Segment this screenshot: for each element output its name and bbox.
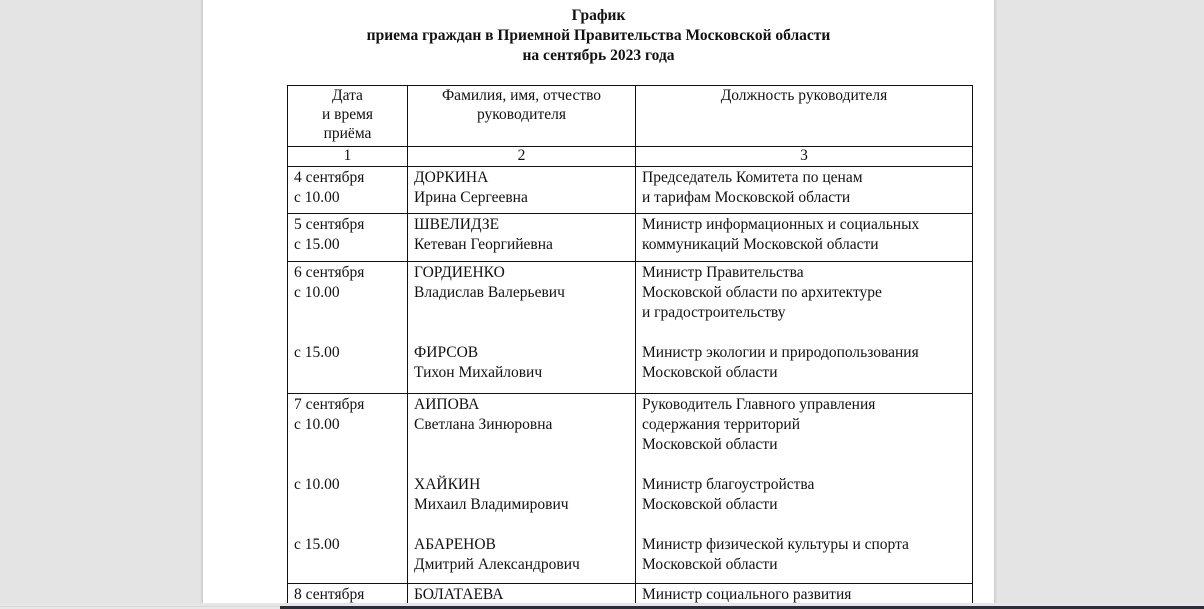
header-row	[288, 86, 973, 147]
name-cell	[408, 214, 636, 262]
column-number: 3	[636, 147, 973, 167]
given-name: Тихон Михайлович	[414, 364, 543, 381]
name-cell	[408, 167, 636, 214]
time: с 15.00	[294, 344, 340, 361]
date-time-cell	[288, 167, 408, 214]
surname: ФИРСОВ	[414, 344, 479, 361]
table-row	[288, 262, 973, 394]
position-cell: Министр информационных и социальных коммуникаций Московской области	[636, 214, 973, 262]
title-line: приема граждан в Приемной Правительства Московской области	[366, 27, 831, 44]
name-cell	[408, 262, 636, 394]
date-time-cell	[288, 214, 408, 262]
date: 4 сентября	[294, 169, 365, 186]
surname: БОЛАТАЕВА	[414, 586, 504, 603]
surname: ДОРКИНА	[414, 169, 489, 186]
date: 7 сентября	[294, 396, 365, 413]
surname: ГОРДИЕНКО	[414, 264, 505, 281]
surname: АБАРЕНОВ	[414, 536, 496, 553]
horizontal-scrollbar[interactable]	[0, 603, 1204, 609]
document-page	[202, 0, 995, 606]
surname: ШВЕЛИДЗЕ	[414, 216, 500, 233]
date-time-cell	[288, 262, 408, 394]
given-name: Михаил Владимирович	[414, 496, 569, 513]
column-number: 1	[288, 147, 408, 167]
column-number: 2	[408, 147, 636, 167]
header-date-time: Дата и время приёма	[288, 86, 408, 147]
name-cell	[408, 394, 636, 584]
date-time-cell	[288, 394, 408, 584]
time: с 10.00	[294, 284, 340, 301]
position-cell: Министр Правительства Московской области по архитектуре и градостроительству Министр экологии и природопользования Московской области	[636, 262, 973, 394]
date: 6 сентября	[294, 264, 365, 281]
position-cell: Руководитель Главного управления содержания территорий Московской области Министр благоустройства Московской области Министр физической культуры и спорта Московской области	[636, 394, 973, 584]
time: с 15.00	[294, 236, 340, 253]
given-name: Кетеван Георгийевна	[414, 236, 553, 253]
time: с 15.00	[294, 536, 340, 553]
header-position: Должность руководителя	[636, 86, 973, 147]
time: с 10.00	[294, 416, 340, 433]
title-line: График	[571, 7, 626, 24]
surname: ХАЙКИН	[414, 476, 481, 493]
given-name: Дмитрий Александрович	[414, 556, 580, 573]
time: с 10.00	[294, 476, 340, 493]
date: 8 сентября	[294, 586, 365, 603]
document-title	[203, 6, 994, 66]
time: с 10.00	[294, 189, 340, 206]
column-number-row	[288, 147, 973, 167]
given-name: Светлана Зинюровна	[414, 416, 553, 433]
schedule-table	[287, 85, 973, 606]
date: 5 сентября	[294, 216, 365, 233]
table-row	[288, 214, 973, 262]
table-row	[288, 394, 973, 584]
header-full-name: Фамилия, имя, отчество руководителя	[408, 86, 636, 147]
given-name: Владислав Валерьевич	[414, 284, 565, 301]
table-row	[288, 167, 973, 214]
position-cell: Министр социального развития	[636, 584, 973, 607]
surname: АИПОВА	[414, 396, 480, 413]
position-cell: Председатель Комитета по ценам и тарифам Московской области	[636, 167, 973, 214]
given-name: Ирина Сергеевна	[414, 189, 528, 206]
title-line: на сентябрь 2023 года	[522, 47, 675, 64]
